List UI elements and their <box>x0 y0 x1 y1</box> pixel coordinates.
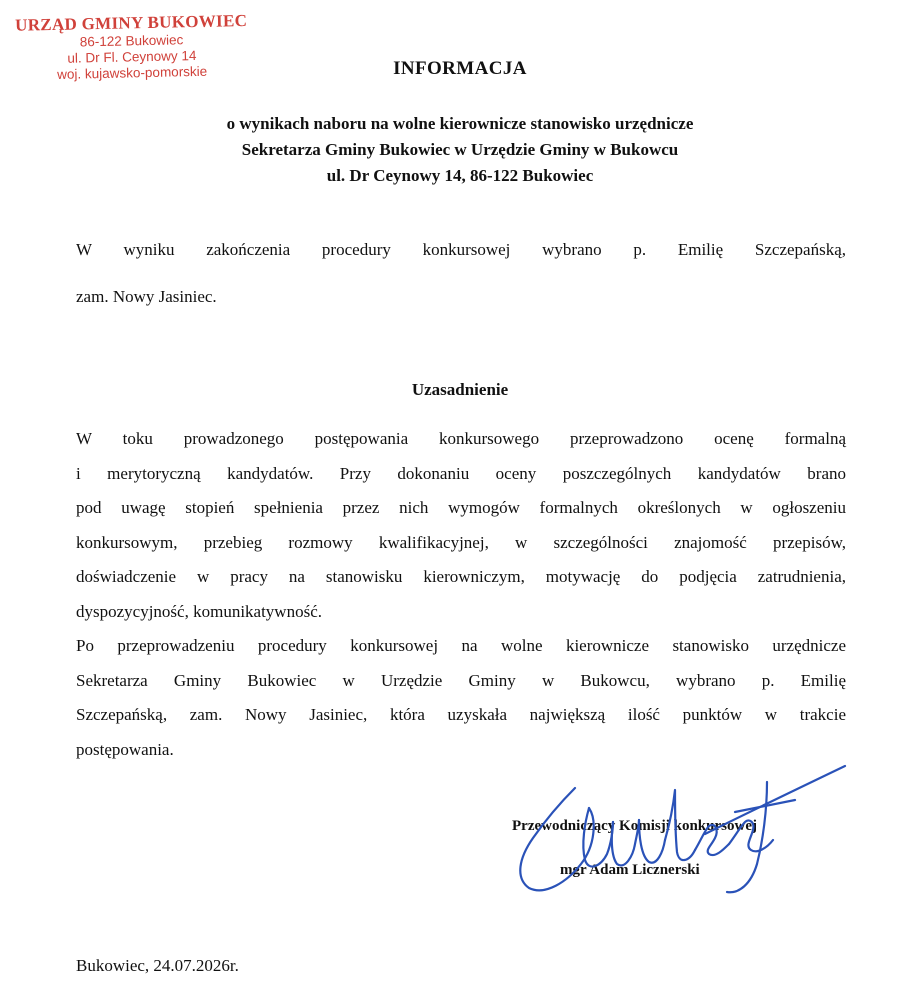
stamp-title: URZĄD GMINY BUKOWIEC <box>14 10 248 35</box>
stamp-line: 86-122 Bukowiec <box>79 32 184 50</box>
justification-line: W toku prowadzonego postępowania konkursowego przeprowadzono ocenę formalną <box>76 429 846 448</box>
justification-heading: Uzasadnienie <box>411 380 509 399</box>
justification-line: Sekretarza Gminy Bukowiec w Urzędzie Gminy w Bukowcu, wybrano p. Emilię <box>76 670 846 690</box>
justification-line: dyspozycyjność, komunikatywność. <box>76 601 322 621</box>
justification-line: konkursowym, przebieg rozmowy kwalifikacyjnej, w szczególności znajomość przepisów, <box>76 532 846 552</box>
document-subtitle <box>0 111 900 189</box>
result-line: zam. Nowy Jasiniec. <box>76 287 217 306</box>
justification-line: Szczepańską, zam. Nowy Jasiniec, która uzyskała największą ilość punktów w trakcie <box>76 705 846 724</box>
justification-line: i merytoryczną kandydatów. Przy dokonaniu oceny poszczególnych kandydatów brano <box>76 463 846 483</box>
result-line: W wyniku zakończenia procedury konkursowej wybrano p. Emilię Szczepańską, <box>76 240 846 259</box>
signatory-name: mgr Adam Licznerski <box>560 862 700 878</box>
subtitle-line: Sekretarza Gminy Bukowiec w Urzędzie Gminy w Bukowcu <box>241 140 679 159</box>
justification-line: doświadczenie w pracy na stanowisku kierowniczym, motywację do podjęcia zatrudnienia, <box>76 567 846 586</box>
justification-line: Po przeprowadzeniu procedury konkursowej na wolne kierownicze stanowisko urzędnicze <box>76 636 846 655</box>
document-title: INFORMACJA <box>393 58 527 79</box>
document-date: Bukowiec, 24.07.2026r. <box>76 956 239 975</box>
justification-line: postępowania. <box>76 739 174 759</box>
subtitle-line: o wynikach naboru na wolne kierownicze stanowisko urzędnicze <box>226 114 694 133</box>
stamp-line: woj. kujawsko-pomorskie <box>57 63 208 82</box>
handwritten-signature <box>505 760 850 900</box>
signatory-role: Przewodniczący Komisji konkursowej <box>512 818 757 834</box>
stamp-line: ul. Dr Fl. Ceynowy 14 <box>67 48 197 66</box>
subtitle-line: ul. Dr Ceynowy 14, 86-122 Bukowiec <box>326 166 594 185</box>
justification-line: pod uwagę stopień spełnienia przez nich wymogów formalnych określonych w ogłoszeniu <box>76 498 846 517</box>
justification-body <box>76 422 846 767</box>
